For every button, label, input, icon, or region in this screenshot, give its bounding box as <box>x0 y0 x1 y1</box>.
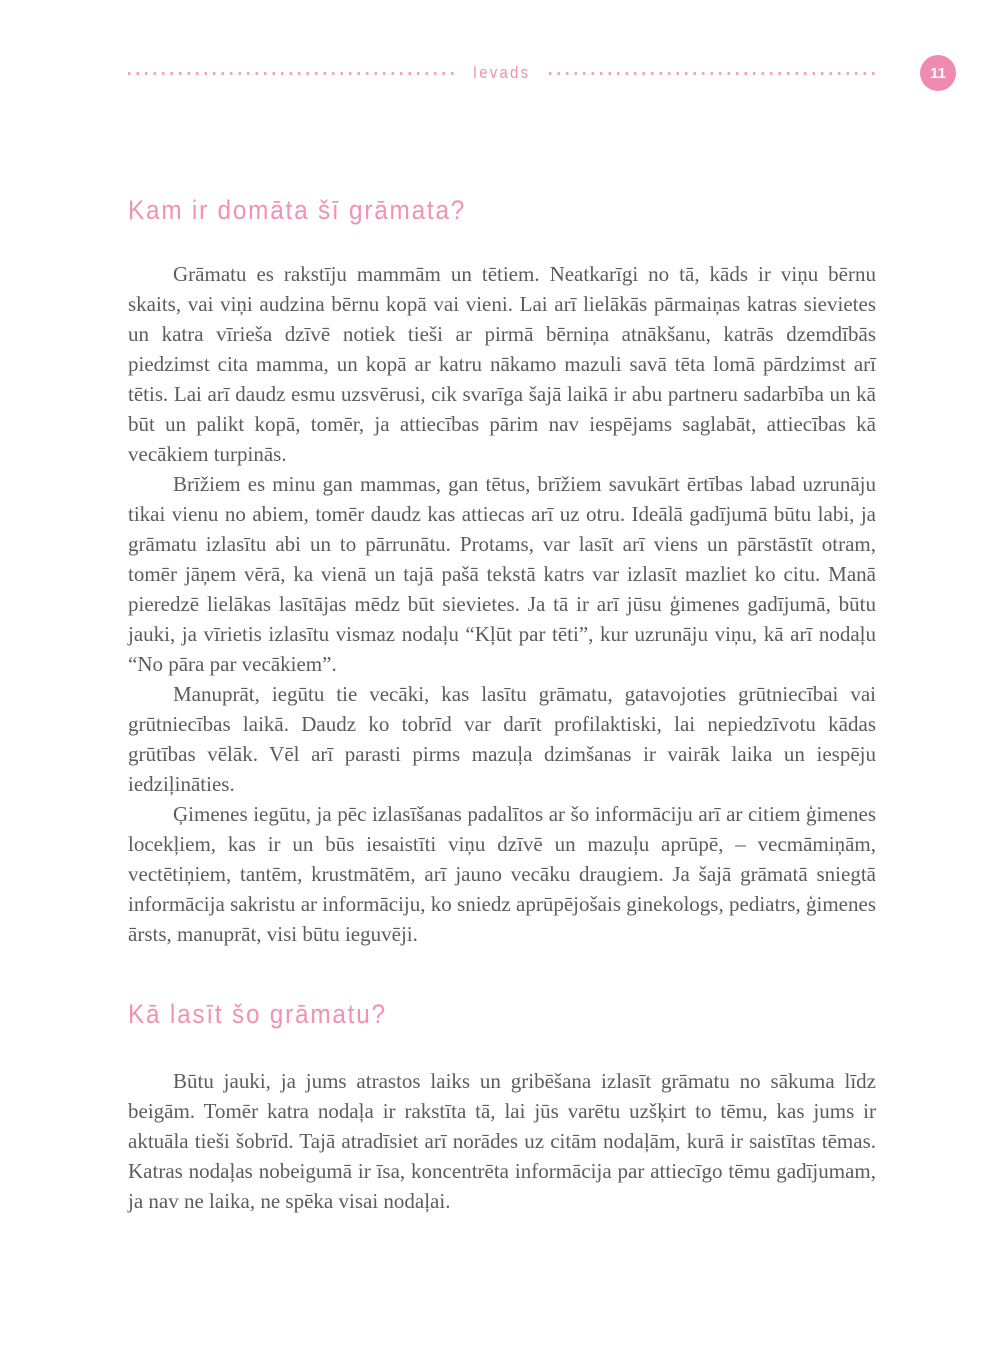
page-content <box>128 195 876 1216</box>
dotted-rule-right <box>549 72 876 75</box>
page-header <box>128 63 876 83</box>
dotted-rule-left <box>128 72 455 75</box>
section-heading-ka-lasit: Kā lasīt šo grāmatu? <box>128 999 387 1029</box>
page-number-badge <box>920 55 956 91</box>
page-number: 11 <box>930 64 946 82</box>
paragraph: Būtu jauki, ja jums atrastos laiks un gribēšana izlasīt grāmatu no sākuma līdz beigām. Tomēr katra nodaļa ir rakstīta tā, lai jūs varētu uzšķirt to tēmu, kas jums ir aktuāla tieši šobrīd. Tajā atradīsiet arī norādes uz citām nodaļām, kurā ir saistītas tēmas. Katras nodaļas nobeigumā ir īsa, koncentrēta informācija par attiecīgo tēmu gadījumam, ja nav ne laika, ne spēka visai nodaļai. <box>128 1069 876 1213</box>
section-heading-kam-ir-domata: Kam ir domāta šī grāmata? <box>128 195 467 225</box>
running-head: Ievads <box>473 63 531 82</box>
paragraph: Ģimenes iegūtu, ja pēc izlasīšanas padalītos ar šo informāciju arī ar citiem ģimenes locekļiem, kas ir un būs iesaistīti viņu dzīvē un mazuļu aprūpē, – vecmāmiņām, vectētiņiem, tantēm, krustmātēm, arī jauno vecāku draugiem. Ja šajā grāmatā sniegtā informācija sakristu ar informāciju, ko sniedz aprūpējošais ginekologs, pediatrs, ģimenes ārsts, manuprāt, visi būtu ieguvēji. <box>128 802 876 946</box>
paragraph: Brīžiem es minu gan mammas, gan tētus, brīžiem savukārt ērtības labad uzrunāju tikai vienu no abiem, tomēr daudz kas attiecas arī uz otru. Ideālā gadījumā būtu labi, ja grāmatu izlasītu abi un to pārrunātu. Protams, var lasīt arī viens un pārstāstīt otram, tomēr jāņem vērā, ka vienā un tajā pašā tekstā katrs var izlasīt mazliet ko citu. Manā pieredzē lielākas lasītājas mēdz būt sievietes. Ja tā ir arī jūsu ģimenes gadījumā, būtu jauki, ja vīrietis izlasītu vismaz nodaļu “Kļūt par tēti”, kur uzrunāju viņu, kā arī nodaļu “No pāra par vecākiem”. <box>128 472 876 676</box>
paragraph: Grāmatu es rakstīju mammām un tētiem. Neatkarīgi no tā, kāds ir viņu bērnu skaits, vai viņi audzina bērnu kopā vai vieni. Lai arī lielākās pārmaiņas katras sievietes un katra vīrieša dzīvē notiek tieši ar pirmā bērniņa atnākšanu, katrās dzemdībās piedzimst cita mamma, un kopā ar katru nākamo mazuli savā tēta lomā pārdzimst arī tētis. Lai arī daudz esmu uzsvērusi, cik svarīga šajā laikā ir abu partneru sadarbība un kā būt un palikt kopā, tomēr, ja attiecības pārim nav iespējams saglabāt, attiecības kā vecākiem turpinās. <box>128 262 876 466</box>
paragraph: Manuprāt, iegūtu tie vecāki, kas lasītu grāmatu, gatavojoties grūtniecībai vai grūtniecības laikā. Daudz ko tobrīd var darīt profilaktiski, lai nepiedzīvotu kādas grūtības vēlāk. Vēl arī parasti pirms mazuļa dzimšanas ir vairāk laika un iespēju iedziļināties. <box>128 682 876 796</box>
